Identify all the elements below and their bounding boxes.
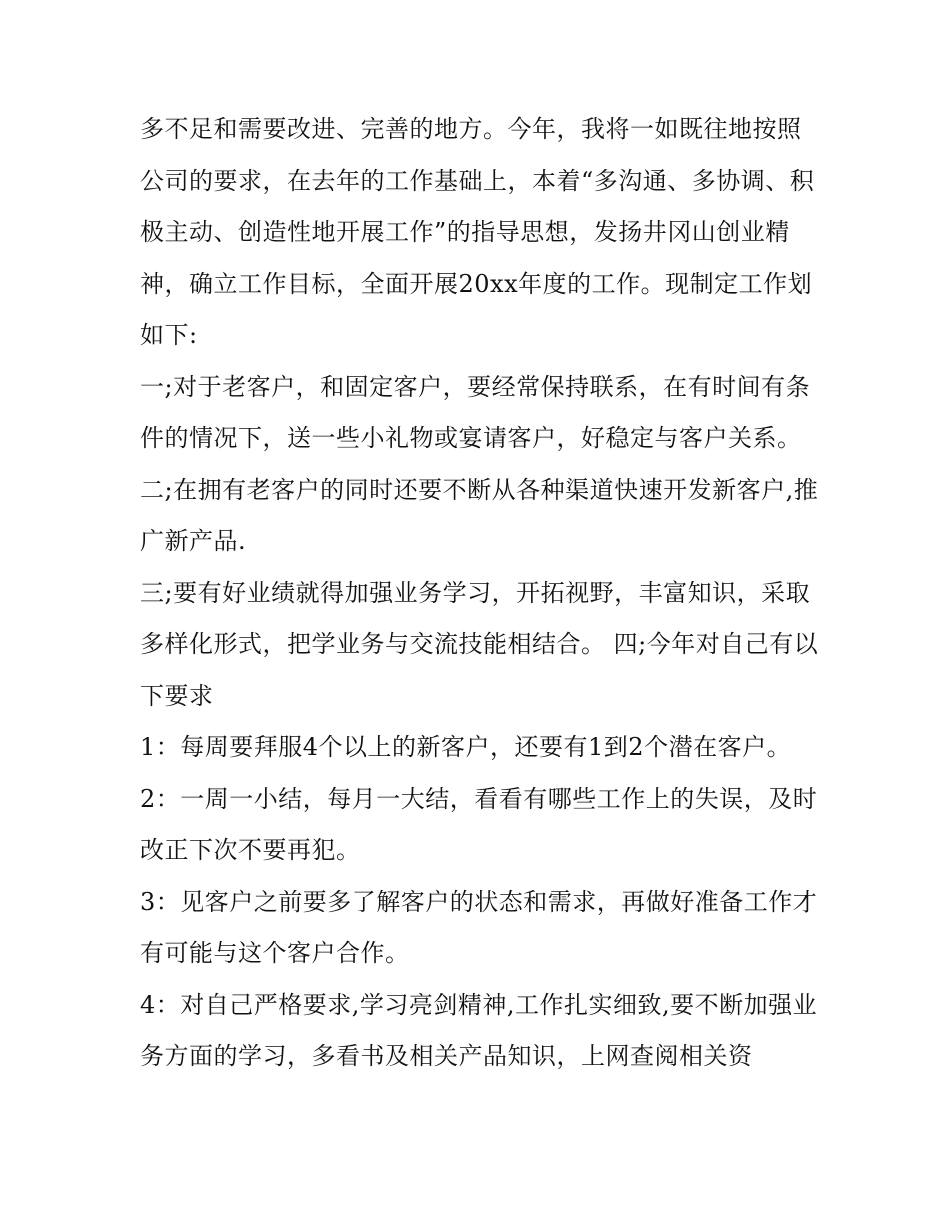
paragraph-intro: 多不足和需要改进、完善的地方。今年，我将一如既往地按照公司的要求，在去年的工作基础上，本着“多沟通、多协调、积极主动、创造性地开展工作”的指导思想，发扬井冈山创业精神，确立工作目标，全面开展20xx年度的工作。现制定工作划如下: [140, 115, 815, 349]
paragraph-requirement-1: 1：每周要拜服4个以上的新客户，还要有1到2个潜在客户。 [140, 733, 792, 761]
paragraph-item-2: 二;在拥有老客户的同时还要不断从各种渠道快速开发新客户,推广新产品. [140, 475, 819, 555]
document-body [140, 104, 820, 1083]
paragraph-requirement-3: 3：见客户之前要多了解客户的状态和需求，再做好准备工作才有可能与这个客户合作。 [140, 887, 818, 967]
paragraph-item-3: 三;要有好业绩就得加强业务学习，开拓视野，丰富知识，采取多样化形式，把学业务与交流技能相结合。 四;今年对自己有以下要求 [140, 578, 819, 710]
paragraph-item-1: 一;对于老客户，和固定客户，要经常保持联系，在有时间有条件的情况下，送一些小礼物或宴请客户，好稳定与客户关系。 [140, 372, 811, 452]
paragraph-requirement-4: 4：对自己严格要求,学习亮剑精神,工作扎实细致,要不断加强业务方面的学习，多看书及相关产品知识，上网查阅相关资 [140, 990, 818, 1070]
paragraph-requirement-2: 2：一周一小结，每月一大结，看看有哪些工作上的失误，及时改正下次不要再犯。 [140, 784, 818, 864]
